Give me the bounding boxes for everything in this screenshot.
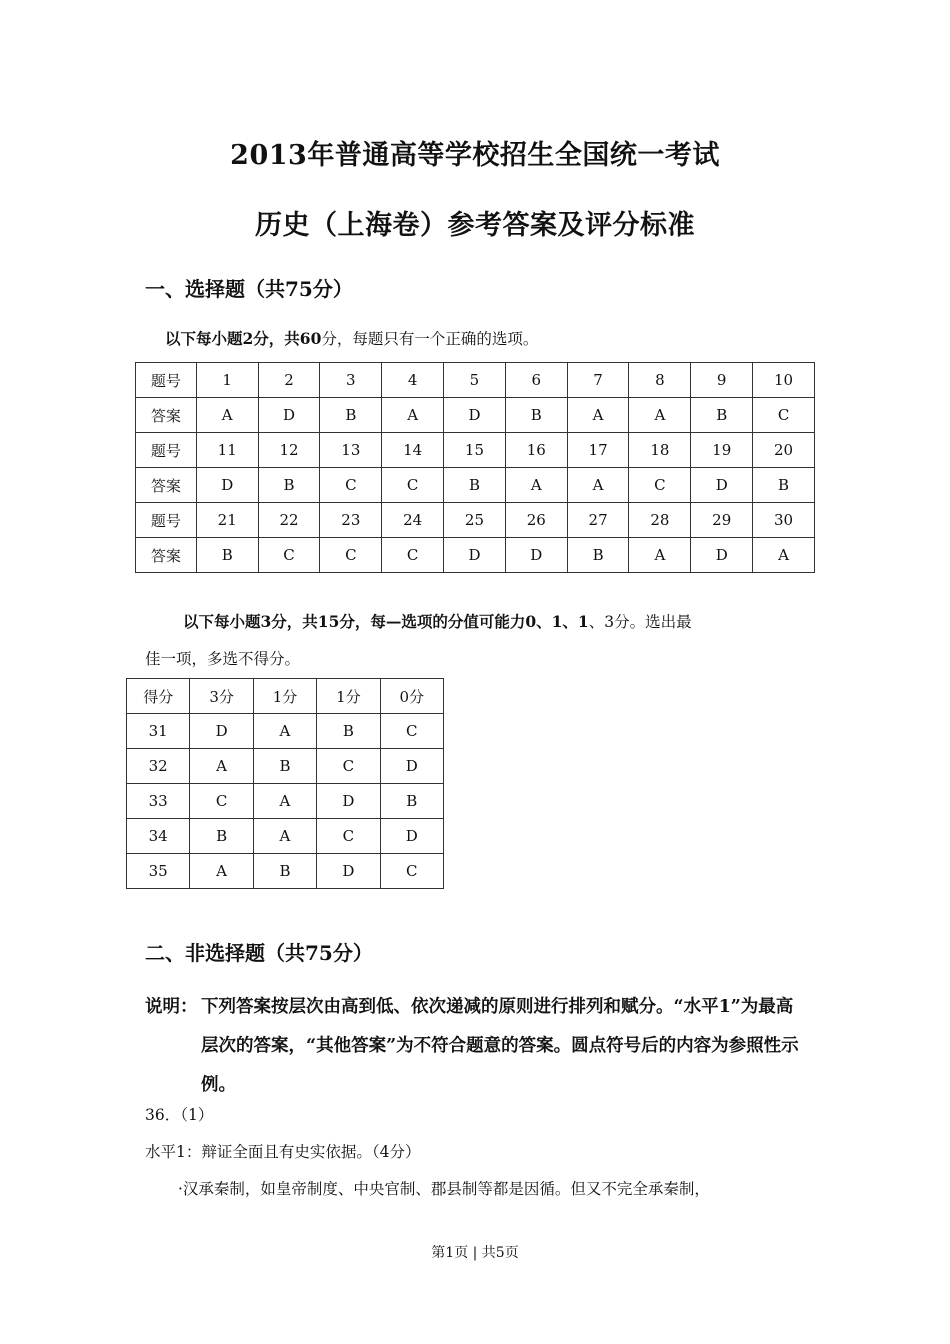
question-number-cell: 2 (258, 363, 320, 398)
answer-cell: B (253, 749, 316, 784)
title-line-2: 历史（上海卷）参考答案及评分标准 (255, 210, 695, 241)
question-number-cell: 19 (691, 433, 753, 468)
answer-cell: C (320, 538, 382, 573)
answer-cell: A (196, 398, 258, 433)
section-1-note (165, 329, 538, 349)
answer-cell: A (629, 538, 691, 573)
question-number-cell: 8 (629, 363, 691, 398)
question-number-cell: 5 (444, 363, 506, 398)
question-number-cell: 27 (567, 503, 629, 538)
row-label-answer: 答案 (136, 538, 197, 573)
explanation-label: 说明： (145, 997, 198, 1017)
section-1-note-2-rest: 、3分。选出最 (588, 613, 692, 631)
answer-row (136, 468, 815, 503)
score-header-row (127, 679, 444, 714)
answer-cell: A (190, 854, 253, 889)
question-number-cell: 14 (382, 433, 444, 468)
answer-cell: B (320, 398, 382, 433)
question-number-cell: 1 (196, 363, 258, 398)
section-1-heading: 一、选择题（共75分） (145, 277, 353, 301)
section-1-note-2-bold: 以下每小题3分，共15分，每—选项的分值可能力0、1、1 (183, 612, 589, 631)
answer-cell: B (380, 784, 443, 819)
question-number-cell: 30 (753, 503, 815, 538)
section-2-heading: 二、非选择题（共75分） (145, 941, 373, 965)
question-number-cell: 25 (444, 503, 506, 538)
section-1-note-2-line2: 佳一项，多选不得分。 (145, 650, 301, 668)
single-choice-answer-table (135, 362, 815, 573)
row-label-answer: 答案 (136, 468, 197, 503)
section-1-note-2 (183, 612, 813, 632)
question-number-cell: 28 (629, 503, 691, 538)
question-number-cell: 23 (320, 503, 382, 538)
score-header-cell: 3分 (190, 679, 253, 714)
table-row (127, 714, 444, 749)
question-number-cell: 26 (505, 503, 567, 538)
question-number-cell: 21 (196, 503, 258, 538)
section-1-note-rest: 分，每题只有一个正确的选项。 (321, 330, 539, 348)
question-number-row (136, 363, 815, 398)
answer-cell: C (317, 749, 380, 784)
answer-cell: B (753, 468, 815, 503)
answer-cell: C (320, 468, 382, 503)
question-number-cell: 35 (127, 854, 190, 889)
table-row (127, 854, 444, 889)
answer-cell: D (258, 398, 320, 433)
explanation-block (145, 988, 810, 1105)
answer-cell: B (190, 819, 253, 854)
question-number-cell: 20 (753, 433, 815, 468)
score-header-cell: 得分 (127, 679, 190, 714)
question-number-cell: 6 (505, 363, 567, 398)
question-number-cell: 17 (567, 433, 629, 468)
question-number-cell: 31 (127, 714, 190, 749)
explanation-body: 下列答案按层次由高到低、依次递减的原则进行排列和赋分。“水平1”为最高层次的答案，“其他答案”为不符合题意的答案。圆点符号后的内容为参照性示例。 (201, 997, 799, 1095)
table-row (127, 784, 444, 819)
answer-cell: B (567, 538, 629, 573)
question-number-row (136, 503, 815, 538)
question-number-cell: 22 (258, 503, 320, 538)
answer-cell: D (505, 538, 567, 573)
question-number-cell: 34 (127, 819, 190, 854)
answer-cell: B (317, 714, 380, 749)
question-number-cell: 33 (127, 784, 190, 819)
answer-cell: A (753, 538, 815, 573)
answer-cell: C (380, 854, 443, 889)
answer-cell: A (253, 819, 316, 854)
answer-cell: D (444, 538, 506, 573)
answer-cell: A (190, 749, 253, 784)
answer-cell: D (691, 468, 753, 503)
answer-cell: A (382, 398, 444, 433)
question-number-cell: 29 (691, 503, 753, 538)
answer-cell: A (567, 398, 629, 433)
answer-cell: A (505, 468, 567, 503)
answer-cell: B (258, 468, 320, 503)
question-number-cell: 32 (127, 749, 190, 784)
row-label-question: 题号 (136, 363, 197, 398)
row-label-question: 题号 (136, 433, 197, 468)
answer-cell: D (380, 819, 443, 854)
level-1-example: ·汉承秦制，如皇帝制度、中央官制、郡县制等都是因循。但又不完全承秦制， (178, 1180, 710, 1198)
question-number-cell: 7 (567, 363, 629, 398)
answer-cell: D (196, 468, 258, 503)
question-number-cell: 9 (691, 363, 753, 398)
section-1-note-bold: 以下每小题2分，共60 (165, 329, 322, 348)
answer-cell: D (317, 784, 380, 819)
score-header-cell: 0分 (380, 679, 443, 714)
question-number-cell: 16 (505, 433, 567, 468)
scored-choice-answer-table (126, 678, 444, 889)
answer-cell: D (444, 398, 506, 433)
answer-cell: C (258, 538, 320, 573)
answer-row (136, 538, 815, 573)
question-number-cell: 12 (258, 433, 320, 468)
answer-cell: C (382, 468, 444, 503)
answer-cell: C (190, 784, 253, 819)
table-row (127, 819, 444, 854)
answer-cell: C (382, 538, 444, 573)
answer-cell: C (317, 819, 380, 854)
row-label-answer: 答案 (136, 398, 197, 433)
answer-cell: C (753, 398, 815, 433)
answer-cell: D (317, 854, 380, 889)
answer-cell: B (253, 854, 316, 889)
answer-cell: A (629, 398, 691, 433)
score-header-cell: 1分 (253, 679, 316, 714)
answer-cell: C (380, 714, 443, 749)
answer-cell: A (253, 784, 316, 819)
table-row (127, 749, 444, 784)
answer-cell: B (196, 538, 258, 573)
question-number-cell: 11 (196, 433, 258, 468)
page-footer: 第1页 | 共5页 (431, 1245, 519, 1261)
answer-cell: D (190, 714, 253, 749)
question-number-cell: 24 (382, 503, 444, 538)
answer-cell: A (253, 714, 316, 749)
answer-cell: B (444, 468, 506, 503)
question-number-row (136, 433, 815, 468)
level-1-criteria: 水平1：辩证全面且有史实依据。（4分） (145, 1143, 421, 1161)
question-number-cell: 10 (753, 363, 815, 398)
question-number-cell: 15 (444, 433, 506, 468)
question-number-cell: 3 (320, 363, 382, 398)
answer-cell: D (380, 749, 443, 784)
question-36-label: 36．（1） (145, 1106, 214, 1124)
answer-cell: A (567, 468, 629, 503)
score-header-cell: 1分 (317, 679, 380, 714)
answer-cell: D (691, 538, 753, 573)
answer-cell: C (629, 468, 691, 503)
title-line-1: 2013年普通高等学校招生全国统一考试 (230, 140, 720, 171)
question-number-cell: 13 (320, 433, 382, 468)
answer-row (136, 398, 815, 433)
answer-cell: B (505, 398, 567, 433)
question-number-cell: 4 (382, 363, 444, 398)
row-label-question: 题号 (136, 503, 197, 538)
answer-cell: B (691, 398, 753, 433)
question-number-cell: 18 (629, 433, 691, 468)
